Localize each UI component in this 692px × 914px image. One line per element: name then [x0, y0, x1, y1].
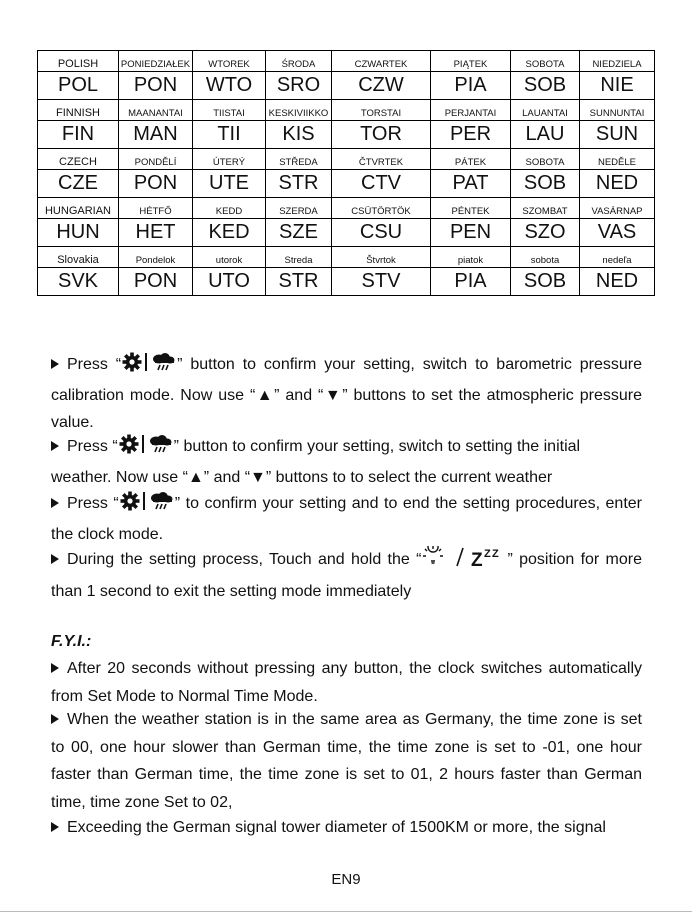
weekday-abbreviation-cell: SOB [511, 72, 580, 100]
weekday-abbreviation-cell: PER [431, 121, 511, 149]
weekday-abbreviation-cell: PAT [431, 170, 511, 198]
weekday-name-cell: sobota [511, 247, 580, 268]
weekday-abbreviation-cell: SOB [511, 170, 580, 198]
weekday-name-cell: piatok [431, 247, 511, 268]
weekday-abbreviation-cell: LAU [511, 121, 580, 149]
weekday-name-cell: TIISTAI [193, 100, 266, 121]
table-row-names [38, 149, 655, 170]
weekday-abbreviation-cell: SRO [266, 72, 332, 100]
weekday-abbreviation-cell: STV [332, 268, 431, 296]
svg-text:Z: Z [471, 550, 484, 568]
table-row-abbreviations [38, 219, 655, 247]
weekday-abbreviation-cell: HET [119, 219, 193, 247]
table-row-abbreviations [38, 268, 655, 296]
gear-and-weather-icon [119, 491, 175, 521]
svg-text:Z: Z [484, 548, 492, 560]
table-row-names [38, 51, 655, 72]
language-code-cell: HUN [38, 219, 119, 247]
weekday-abbreviation-cell: STR [266, 170, 332, 198]
weekday-name-cell: nedeľa [580, 247, 655, 268]
instruction-4: During the setting process, Touch and hold the “ Z Z Z ” position for more than 1 second to exit the setting mode immediately [51, 546, 642, 605]
language-name-cell: HUNGARIAN [38, 198, 119, 219]
weekday-abbreviation-cell: SZO [511, 219, 580, 247]
bullet-triangle-icon [51, 441, 59, 451]
page-number: EN9 [331, 871, 361, 888]
weekday-name-cell: NIEDZIELA [580, 51, 655, 72]
weekday-abbreviation-cell: TOR [332, 121, 431, 149]
weekday-abbreviation-cell: VAS [580, 219, 655, 247]
weekday-name-cell: PERJANTAI [431, 100, 511, 121]
bullet-triangle-icon [51, 498, 59, 508]
weekday-name-cell: Streda [266, 247, 332, 268]
weekday-name-cell: WTOREK [193, 51, 266, 72]
weekday-name-cell: TORSTAI [332, 100, 431, 121]
table-row-names [38, 247, 655, 268]
weekday-abbreviation-cell: CTV [332, 170, 431, 198]
instruction-1: Press “ ” button to confirm your setting, switch to barometric pressure calibration mode. Now use “▲” and “▼” buttons to set the atmospheric pressure value. [51, 351, 642, 437]
weekday-name-cell: LAUANTAI [511, 100, 580, 121]
weekday-name-cell: PÁTEK [431, 149, 511, 170]
weekday-name-cell: CZWARTEK [332, 51, 431, 72]
gear-and-weather-icon [118, 434, 174, 464]
gear-and-weather-icon [121, 352, 177, 382]
weekday-name-cell: PÉNTEK [431, 198, 511, 219]
table-row-abbreviations [38, 170, 655, 198]
weekday-abbreviation-cell: PIA [431, 268, 511, 296]
bullet-triangle-icon [51, 714, 59, 724]
weekday-name-cell: PONIEDZIAŁEK [119, 51, 193, 72]
instruction-2: Press “ ” button to confirm your setting, switch to setting the initial weather. Now use “▲” and “▼” buttons to to select the current weather [51, 433, 642, 491]
weekday-abbreviation-cell: TII [193, 121, 266, 149]
weekday-abbreviation-cell: PON [119, 170, 193, 198]
weekday-name-cell: SZERDA [266, 198, 332, 219]
weekday-abbreviation-cell: PEN [431, 219, 511, 247]
weekday-name-cell: NEDĚLE [580, 149, 655, 170]
weekday-name-cell: CSÜTÖRTÖK [332, 198, 431, 219]
fyi-item-2: When the weather station is in the same area as Germany, the time zone is set to 00, one hour slower than German time, the time zone is set to -01, one hour faster than German time, the time zone is set to 01, 2 hours faster than German time, time zone Set to 02, [51, 711, 642, 811]
weekday-abbreviation-cell: NED [580, 268, 655, 296]
weekday-abbreviation-cell: SZE [266, 219, 332, 247]
weekday-name-cell: ÚTERÝ [193, 149, 266, 170]
weekday-abbreviation-cell: PIA [431, 72, 511, 100]
weekday-name-cell: KESKIVIIKKO [266, 100, 332, 121]
language-name-cell: FINNISH [38, 100, 119, 121]
language-code-cell: POL [38, 72, 119, 100]
weekday-abbreviation-cell: KIS [266, 121, 332, 149]
weekday-name-cell: PONDĚLÍ [119, 149, 193, 170]
weekday-name-cell: SUNNUNTAI [580, 100, 655, 121]
weekday-name-cell: PIĄTEK [431, 51, 511, 72]
language-code-cell: SVK [38, 268, 119, 296]
weekday-abbreviation-cell: MAN [119, 121, 193, 149]
language-name-cell: Slovakia [38, 247, 119, 268]
bullet-triangle-icon [51, 359, 59, 369]
fyi-item-1: After 20 seconds without pressing any button, the clock switches automatically from Set Mode to Normal Time Mode. [51, 660, 642, 705]
bullet-triangle-icon [51, 554, 59, 564]
table-row-abbreviations [38, 121, 655, 149]
weekday-name-cell: VASÁRNAP [580, 198, 655, 219]
bullet-triangle-icon [51, 822, 59, 832]
table-row-names [38, 198, 655, 219]
language-code-cell: FIN [38, 121, 119, 149]
table-row-abbreviations [38, 72, 655, 100]
fyi-item-3: Exceeding the German signal tower diameter of 1500KM or more, the signal [51, 814, 642, 842]
weekday-name-cell: Pondelok [119, 247, 193, 268]
page-edge-divider [0, 911, 692, 912]
weekday-abbreviation-cell: KED [193, 219, 266, 247]
svg-text:Z: Z [492, 548, 500, 560]
weekday-abbreviation-cell: PON [119, 72, 193, 100]
weekday-abbreviation-cell: SUN [580, 121, 655, 149]
weekday-abbreviation-cell: STR [266, 268, 332, 296]
weekday-abbreviation-cell: CSU [332, 219, 431, 247]
weekday-abbreviation-cell: PON [119, 268, 193, 296]
weekday-name-cell: ŚRODA [266, 51, 332, 72]
weekday-abbreviation-cell: CZW [332, 72, 431, 100]
bullet-triangle-icon [51, 663, 59, 673]
fyi-heading: F.Y.I.: [51, 633, 92, 650]
weekday-language-table [37, 50, 655, 296]
weekday-name-cell: HÉTFŐ [119, 198, 193, 219]
weekday-abbreviation-cell: NIE [580, 72, 655, 100]
language-code-cell: CZE [38, 170, 119, 198]
weekday-name-cell: utorok [193, 247, 266, 268]
instruction-3: Press “ ” to confirm your setting and to end the setting procedures, enter the clock mode. [51, 490, 642, 548]
weekday-name-cell: STŘEDA [266, 149, 332, 170]
weekday-abbreviation-cell: WTO [193, 72, 266, 100]
weekday-abbreviation-cell: NED [580, 170, 655, 198]
weekday-abbreviation-cell: SOB [511, 268, 580, 296]
weekday-name-cell: Štvrtok [332, 247, 431, 268]
weekday-name-cell: KEDD [193, 198, 266, 219]
weekday-name-cell: SOBOTA [511, 51, 580, 72]
weekday-abbreviation-cell: UTO [193, 268, 266, 296]
weekday-name-cell: SOBOTA [511, 149, 580, 170]
language-name-cell: CZECH [38, 149, 119, 170]
weekday-name-cell: ČTVRTEK [332, 149, 431, 170]
table-row-names [38, 100, 655, 121]
weekday-name-cell: MAANANTAI [119, 100, 193, 121]
weekday-abbreviation-cell: UTE [193, 170, 266, 198]
light-snooze-icon [421, 546, 507, 578]
language-name-cell: POLISH [38, 51, 119, 72]
weekday-name-cell: SZOMBAT [511, 198, 580, 219]
